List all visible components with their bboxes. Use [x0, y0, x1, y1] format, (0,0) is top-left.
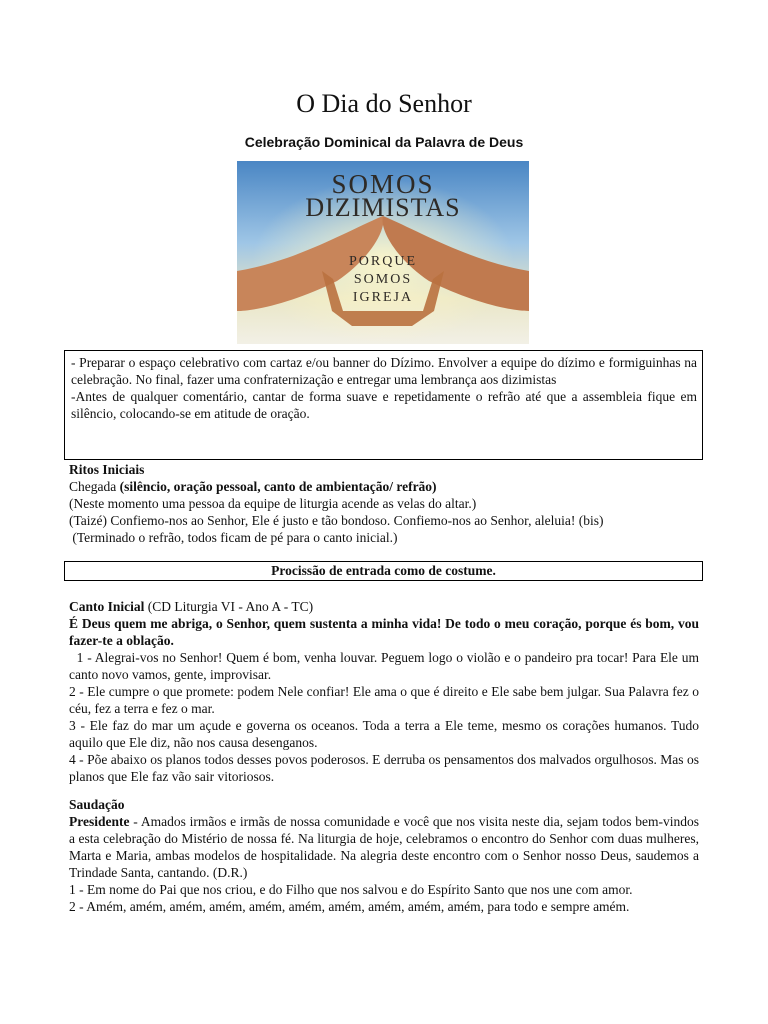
banner-text-porque: PORQUE — [348, 254, 418, 269]
section-heading: Canto Inicial — [69, 599, 145, 614]
chegada-label: Chegada — [69, 479, 120, 494]
banner-text-dizimistas: DIZIMISTAS — [305, 193, 461, 222]
text-line: (Neste momento uma pessoa da equipe de liturgia acende as velas do altar.) — [69, 496, 477, 511]
chegada-line — [69, 478, 699, 495]
page-subtitle: Celebração Dominical da Palavra de Deus — [244, 134, 524, 150]
banner-text-somos: SOMOS — [331, 169, 435, 199]
section-heading: Ritos Iniciais — [69, 462, 145, 477]
canto-verse: 1 - Alegrai-vos no Senhor! Quem é bom, venha louvar. Peguem logo o violão e o pandeiro pra tocar! Para Ele um canto novo vamos, gente, improvisar. — [69, 650, 703, 682]
chegada-detail: (silêncio, oração pessoal, canto de ambientação/ refrão) — [119, 479, 437, 494]
saudacao-line: 1 - Em nome do Pai que nos criou, e do Filho que nos salvou e do Espírito Santo que nos une com amor. — [69, 882, 633, 897]
saudacao-section — [69, 796, 699, 915]
dizimo-banner-image — [237, 161, 529, 344]
canto-verse: 2 - Ele cumpre o que promete: podem Nele confiar! Ele ama o que é direito e Ele sabe bem julgar. Sua Palavra fez o céu, fez a terra e fez o mar. — [69, 684, 699, 716]
procissao-box: Procissão de entrada como de costume. — [64, 561, 703, 581]
banner-text-igreja: IGREJA — [352, 290, 414, 305]
instruction-paragraph: -Antes de qualquer comentário, cantar de forma suave e repetidamente o refrão até que a assembleia fique em silêncio, colocando-se em atitude de oração. — [71, 389, 697, 421]
ritos-iniciais-section — [69, 461, 699, 546]
text-line: (Taizé) Confiemo-nos ao Senhor, Ele é justo e tão bondoso. Confiemo-nos ao Senhor, aleluia! (bis) — [69, 513, 604, 528]
canto-refrain: É Deus quem me abriga, o Senhor, quem sustenta a minha vida! De todo o meu coração, porque és bom, vou fazer-te a oblação. — [69, 616, 699, 648]
saudacao-text: - Amados irmãos e irmãs de nossa comunidade e você que nos visita neste dia, sejam todos bem-vindos a esta celebração do Mistério de nossa fé. Na liturgia de hoje, celebramos o encontro do Senhor com duas mulheres, Marta e Maria, ambas modelos de hospitalidade. Na alegria deste encontro com o Senhor nosso Deus, saudemos a Trindade Santa, cantando. (D.R.) — [69, 814, 699, 880]
canto-verse: 3 - Ele faz do mar um açude e governa os oceanos. Toda a terra a Ele teme, mesmo os corações humanos. Tudo aquilo que Ele diz, não nos causa desenganos. — [69, 718, 699, 750]
canto-inicial-section — [69, 598, 703, 785]
page-title: O Dia do Senhor — [296, 89, 472, 118]
instruction-paragraph: - Preparar o espaço celebrativo com cartaz e/ou banner do Dízimo. Envolver a equipe do dízimo e formiguinhas na celebração. No final, fazer uma confraternização e entregar uma lembrança aos dizimistas — [71, 355, 697, 387]
saudacao-paragraph — [69, 813, 699, 881]
text-line: (Terminado o refrão, todos ficam de pé para o canto inicial.) — [69, 530, 398, 545]
canto-source: (CD Liturgia VI - Ano A - TC) — [144, 599, 314, 614]
saudacao-line: 2 - Amém, amém, amém, amém, amém, amém, amém, amém, amém, amém, para todo e sempre amém. — [69, 899, 630, 914]
instructions-box — [64, 350, 703, 460]
canto-verse: 4 - Põe abaixo os planos todos desses povos poderosos. E derruba os pensamentos dos malvados orgulhosos. Mas os planos que Ele faz vão sair vitoriosos. — [69, 752, 699, 784]
speaker-label: Presidente — [69, 814, 130, 829]
canto-heading-line — [69, 598, 699, 615]
banner-text-somos-2: SOMOS — [353, 272, 413, 287]
section-heading: Saudação — [69, 797, 125, 812]
